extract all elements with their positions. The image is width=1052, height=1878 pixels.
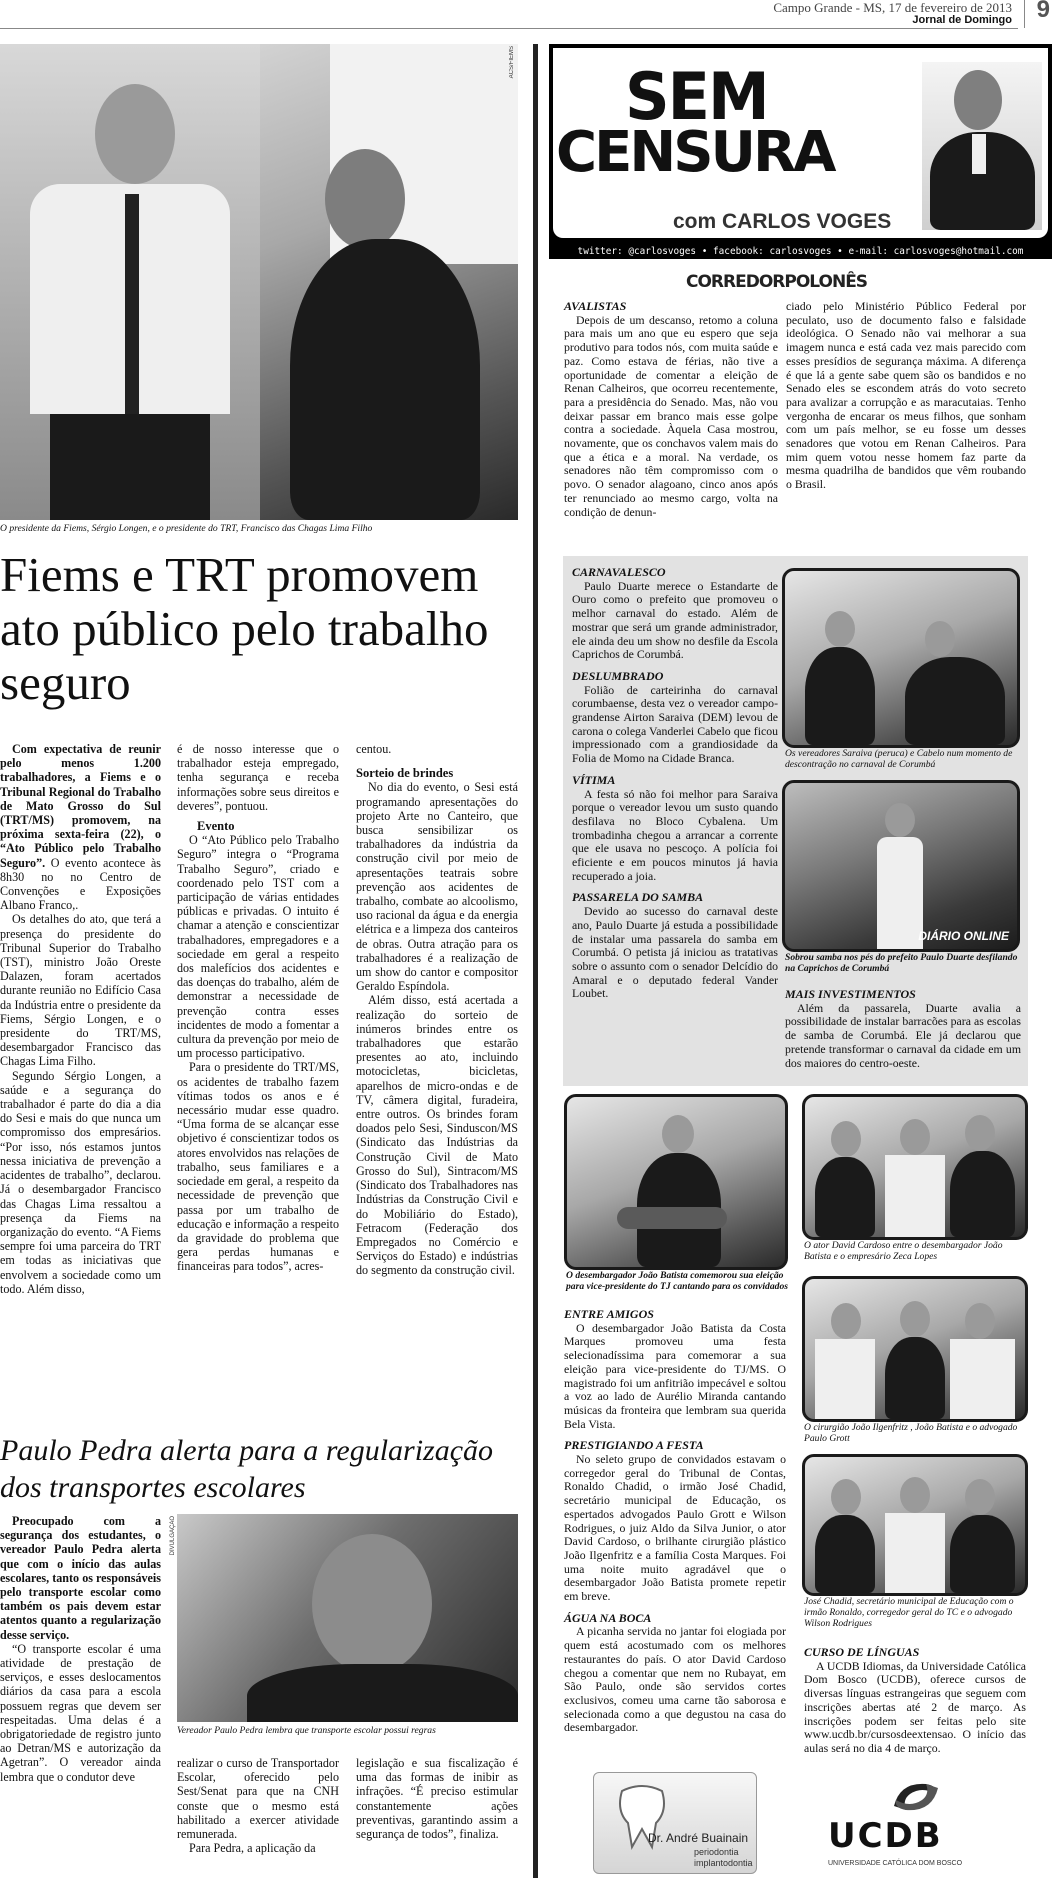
fiems-trt-photo: [0, 44, 518, 520]
carnival-caption-2: Sobrou samba nos pés do prefeito Paulo Duarte desfilando na Caprichos de Corumbá: [785, 952, 1018, 974]
avalistas-title: AVALISTAS: [564, 299, 627, 313]
entre-amigos-title: ENTRE AMIGOS: [564, 1307, 654, 1321]
article2-col3: [356, 1756, 518, 1841]
article1-paragraph: O “Ato Público pelo Trabalho Seguro” integra o “Programa Trabalho Seguro”, criado e coordenado pelo TST com a participação de várias entidades públicas e privadas. O intuito é chamar a atenção e conscientizar trabalhadores, empregadores e a sociedade em geral a respeito dos malefícios dos acidentes e das doenças do trabalho, além de demonstrar a necessidade de prevenção contra esses incidentes de modo a fomentar a cultura da prevenção por meio de um processo participativo.: [177, 833, 339, 1061]
ucdb-name: UCDB: [828, 1816, 943, 1856]
article2-photo-credit: DIVULGAÇÃO: [170, 1516, 176, 1556]
dentist-specialty: implantodontia: [694, 1858, 753, 1868]
avalistas-col1: [564, 300, 778, 519]
carnavalesco-title: CARNAVALESCO: [572, 565, 666, 579]
column-divider: [533, 44, 538, 1878]
dentist-specialty: periodontia: [694, 1847, 739, 1857]
column-paragraph: A festa só não foi melhor para Saraiva porque o vereador levou um susto quando desfilava no Bloco Cybalena. Um trombadinha chegou a arrancar a corrente que ele usava no pescoço. A polícia foi eficiente e em poucos minutos já havia recuperado a joia.: [572, 786, 778, 883]
carnival-photo-1: [782, 568, 1020, 748]
ucdb-emblem-icon: [886, 1776, 946, 1818]
vitima-title: VÍTIMA: [572, 772, 616, 787]
article1-paragraph: Os detalhes do ato, que terá a presença do presidente do Tribunal Superior do Trabalho (TST), ministro João Oreste Dalazen, foram acertados durante reunião no Edifício Casa da Indústria entre o presidente da Fiems, Sérgio Longen, e o presidente do TRT/MS, desembargador Francisco das Chagas Lima Filho.: [0, 912, 161, 1069]
header-page-divider: [1024, 0, 1025, 28]
columnist-photo: [922, 62, 1042, 230]
article2-photo-caption: Vereador Paulo Pedra lembra que transporte escolar possui regras: [177, 1725, 436, 1736]
article2-paragraph: “O transporte escolar é uma atividade de prestação de serviços, e esses deslocamentos diários da casa para a escola possuem regras que devem ser respeitadas. Uma delas é a obrigatoriedade de registro junto ao Detran/MS e autorização da Agetran”. O vereador ainda lembra que o condutor deve: [0, 1641, 161, 1784]
article2-paragraph: realizar o curso de Transportador Escolar, oferecido pelo Sest/Senat para que na CNH conste que o mesmo está habilitado a exercer atividade remunerada.: [177, 1756, 339, 1842]
linguas-block: [804, 1646, 1026, 1756]
article1-subhead: Evento: [197, 819, 235, 834]
logo-censura: CENSURA: [556, 120, 834, 185]
dentist-name: Dr. André Buainain: [648, 1831, 749, 1845]
article1-col3: [356, 742, 518, 1278]
ucdb-full: UNIVERSIDADE CATÓLICA DOM BOSCO: [828, 1860, 963, 1867]
passarela-title: PASSARELA DO SAMBA: [572, 890, 704, 905]
article2-paragraph: Para Pedra, a aplicação da: [189, 1841, 316, 1856]
carnival-photo-2: [782, 780, 1020, 952]
article1-paragraph: centou.: [356, 742, 392, 756]
trio-caption-1: O ator David Cardoso entre o desembargador João Batista e o empresário Zeca Lopes: [804, 1240, 1003, 1262]
trio-photo-3: [802, 1454, 1028, 1596]
column-paragraph: Depois de um descanso, retomo a coluna para mais um ano que eu espero que seja produtivo para todos nós, com muita saúde e paz. Como estava de férias, não tive a oportunidade de comentar a eleição de Renan Calheiros, que ocorreu recentemente, para a presidência do Senado. Mas, não vou deixar passar em branco mais esse golpe contra a sociedade. Àquela Casa mostrou, novamente, que os conchavos valem mais do que a ética e a moral. Na verdade, os senadores não têm compromisso com o povo. O senador alagoano, cinco anos após ter renunciado ao mesmo cargo, volta na condição de denun-: [564, 312, 778, 519]
article1-paragraph: No dia do evento, o Sesi está programando apresentações do projeto Arte no Canteiro, que busca sensibilizar os trabalhadores da indústria da construção civil por meio de apresentações teatrais sobre prevenção aos acidentes de trabalho, combate ao alcoolismo, uso racional da água e da energia elétrica e a limpeza dos canteiros de obras. Outra atração para os trabalhadores é a realização de um show do cantor e compositor Geraldo Espíndola.: [356, 780, 518, 994]
article1-lead: Com expectativa de reunir pelo menos 1.200 trabalhadores, a Fiems e o Tribunal Regional do Trabalho de Mato Grosso do Sul (TRT/MS) promovem, na próxima sexta-feira (22), o “Ato Público pelo Trabalho Seguro”. O evento acontece às 8h30 no no Centro de Convenções e Exposições Albano Franco,.: [0, 742, 161, 913]
photo-credit: ACS/FIEMS: [509, 46, 515, 79]
guitar-caption: O desembargador João Batista comemorou sua eleição para vice-presidente do TJ cantando para os convidados: [566, 1270, 788, 1292]
column-byline: com CARLOS VOGES: [673, 210, 892, 233]
column-paragraph: O desembargador João Batista da Costa Marques promoveu uma festa selecionadíssima para comemorar a sua eleição para vice-presidente do TJ/MS. O magistrado foi um anfitrião impecável e soltou a voz ao lado de Aurélio Miranda cantando músicas da fronteira que lembram sua querida Bela Vista.: [564, 1320, 786, 1431]
column-paragraph: Além da passarela, Duarte avalia a possibilidade de instalar barracões para as escolas de samba de Corumbá. Ele já declarou que pretende transformar o carnaval da cidade em um dos maiores do centro-oeste.: [785, 1000, 1021, 1070]
dentist-ad: [593, 1772, 757, 1874]
article2-col2: [177, 1756, 339, 1855]
column-paragraph: Devido ao sucesso do carnaval deste ano, Paulo Duarte já estuda a possibilidade de instalar uma passarela do samba em Corumbá. O petista já iniciou as tratativas sobre o assunto com o senador Delcídio do Amaral e o deputado federal Vander Loubet.: [572, 904, 778, 1001]
article2-paragraph: legislação e sua fiscalização é uma das formas de inibir as infrações. “É preciso estimular constantemente ações preventivas, garantindo assim a segurança de todos”, finaliza.: [356, 1756, 518, 1842]
article1-col2: [177, 742, 339, 1274]
watermark: DIÁRIO ONLINE: [918, 929, 1009, 943]
article1-paragraph: Para o presidente do TRT/MS, os acidentes de trabalho fazem vítimas todos os anos e é necessário mudar esse quadro. “Uma forma de se alcançar esse objetivo é conscientizar todos os atores envolvidos nas relações de trabalho, seus familiares e a sociedade em geral, a respeito da necessidade de prevenção que passa por um trabalho de educação e informação a respeito da gravidade do problema que gera perdas humanas e financeiras para todos”, acres-: [177, 1060, 339, 1274]
dateline: Campo Grande - MS, 17 de fevereiro de 2013: [773, 0, 1012, 15]
article1-paragraph: é de nosso interesse que o trabalhador esteja empregado, tenha segurança e receba informações sobre seus direitos e deveres”, pontuou.: [177, 742, 339, 813]
article1-paragraph: Além disso, está acertada a realização do sorteio de inúmeros brindes entre os trabalhadores que estarão presentes ao ato, incluindo motocicletas, bicicletas, aparelhos de micro-ondas e de TV, câmera digital, furadeira, entre outros. Os brindes foram doados pelo Sesi, Sinduscon/MS (Sindicato das Indústrias da Construção Civil de Mato Grosso do Sul), Sintracom/MS (Sindicato dos Trabalhadores nas Indústrias da Construção Civil e do Mobiliário do Estado), Fetracom (Federação dos Empregados no Comércio e Serviços do Estado) e indústrias do segmento da construção civil.: [356, 993, 518, 1278]
article2-col1: [0, 1514, 161, 1784]
column-paragraph: Paulo Duarte merece o Estandarte de Ouro como o prefeito que promoveu o melhor carnaval do estado. Além de mostrar que será um grande administrador, ele ainda deu um show no desfile da Escola Caprichos de Corumbá.: [572, 578, 778, 662]
trio-photo-1: [802, 1094, 1028, 1240]
page-number: 9: [1036, 0, 1050, 23]
guitar-photo: [564, 1094, 788, 1270]
agua-title: ÁGUA NA BOCA: [564, 1610, 652, 1625]
article2-headline: Paulo Pedra alerta para a regularização dos transportes escolares: [0, 1434, 494, 1504]
article1-paragraph: Segundo Sérgio Longen, a saúde e a segurança do trabalhador é parte do dia a dia do Sesi e mais do que nunca um compromisso dos empresários. “Por isso, nós estamos juntos nessa iniciativa de prevenção a acidentes de trabalho”, declarou. Já o desembargador Francisco das Chagas Lima ressaltou a presença da Fiems na organização do evento. “A Fiems sempre foi uma parceira do TRT em todas as iniciativas que envolvem a sociedade como um todo. Além disso,: [0, 1068, 161, 1296]
header-rule: [0, 28, 1018, 29]
carnival-text: [572, 566, 778, 1001]
column-paragraph: ciado pelo Ministério Público Federal por peculato, uso de documento falso e falsidade ideológica. O Senado não vai melhorar a sua imagem nunca e está cada vez mais parecido com esses presídios de segurança máxima. A diferença é que lá a gente sabe quem são os bandidos e no Senado eles se escondem atrás do voto secreto para avalizar a corrupção e as maracutaias. Tenho vergonha de encarar os meus filhos, que sonham com um país melhor, se eu fosse um desses senadores que votou em Renan Calheiros. Para mim quem votou nesse homem faz parte da mesma quadrilha de bandidos que vêm roubando o Brasil.: [786, 299, 1026, 492]
top-photo-caption: O presidente da Fiems, Sérgio Longen, e o presidente do TRT, Francisco das Chagas Lima Filho: [0, 523, 373, 534]
ucdb-ad: [816, 1772, 1016, 1872]
investimentos-title: MAIS INVESTIMENTOS: [785, 987, 916, 1001]
column-paragraph: No seleto grupo de convidados estavam o corregedor geral do Tribunal de Contas, Ronaldo Chadid, o irmão José Chadid, secretário municipal de Educação, os espertados advogados Paulo Grott e Wilson Rodrigues, o juiz Aldo da Silva Junior, o ator David Cardoso, o brilhante cirurgião plástico João Ilgenfritz e a família Costa Marques. Foi uma noite muito agradável que o desembargador João Batista promete repetir em breve.: [564, 1452, 786, 1604]
prestigiando-title: PRESTIGIANDO A FESTA: [564, 1438, 704, 1453]
column-paragraph: A picanha servida no jantar foi elogiada por quem está acostumado com os melhores restaurantes do país. O ator David Cardoso chegou a comentar que nem no Rubayat, em São Paulo, onde são servidos cortes exclusivos, comeu uma carne tão saborosa e selecionada como a que degustou na casa do desembargador.: [564, 1624, 786, 1735]
deslumbrado-title: DESLUMBRADO: [572, 668, 664, 683]
column-paragraph: A UCDB Idiomas, da Universidade Católica Dom Bosco (UCDB), oferece cursos de diversas línguas estrangeiras que seguem com inscrições abertas até 2 de março. As inscrições podem ser feitas pelo site www.ucdb.br/cursosdeextensao. O início das aulas será no dia 4 de março.: [804, 1658, 1026, 1755]
carnival-caption-1: Os vereadores Saraiva (peruca) e Cabelo num momento de descontração no carnaval de Corumbá: [785, 748, 1013, 770]
trio-caption-3: José Chadid, secretário municipal de Educação com o irmão Ronaldo, corregedor geral do TC e o advogado Wilson Rodrigues: [804, 1596, 1014, 1629]
trio-photo-2: [802, 1276, 1028, 1422]
article1-subhead: Sorteio de brindes: [356, 766, 454, 781]
investimentos-block: [785, 988, 1021, 1070]
logo-sem: SEM: [625, 58, 768, 135]
article2-lead: Preocupado com a segurança dos estudantes, o vereador Paulo Pedra alerta que com o início das aulas escolares, tanto os responsáveis pelo transporte escolar como também os pais devem estar atentos quanto a regularização desse serviço.: [0, 1514, 161, 1642]
paulo-pedra-photo: [177, 1514, 518, 1722]
avalistas-col2: [786, 300, 1026, 492]
contact-line: twitter: @carlosvoges • facebook: carlosvoges • e-mail: carlosvoges@hotmail.com: [549, 244, 1052, 259]
party-text: [564, 1308, 786, 1735]
linguas-title: CURSO DE LÍNGUAS: [804, 1645, 920, 1659]
section-title: CORREDORPOLONÊS: [686, 272, 868, 292]
column-paragraph: Folião de carteirinha do carnaval corumbaense, desta vez o vereador campo-grandense Airton Saraiva (DEM) levou de carona o colega Vanderlei Cabelo que ficou impressionado com a grandiosidade da Folia de Momo na Cidade Branca.: [572, 682, 778, 766]
paper-name: Jornal de Domingo: [912, 14, 1012, 26]
trio-caption-2: O cirurgião João Ilgenfritz , João Batista e o advogado Paulo Grott: [804, 1422, 1018, 1444]
article1-col1: [0, 742, 161, 1296]
article1-headline: Fiems e TRT promovem ato público pelo trabalho seguro: [0, 547, 489, 710]
